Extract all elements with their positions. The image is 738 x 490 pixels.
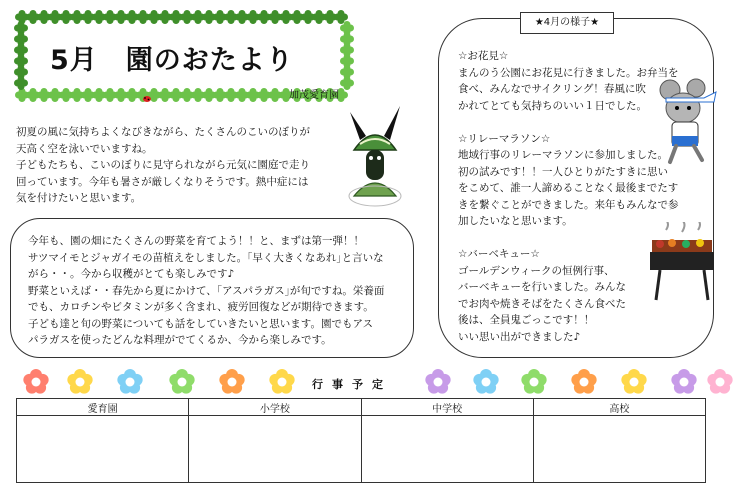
flower-icon	[473, 369, 498, 394]
flower-icon	[67, 369, 92, 394]
vegetables-paragraph	[28, 233, 384, 349]
vegetables-line: がら・・。今から収穫がとても楽しみです♪	[28, 268, 235, 280]
schedule-cell	[361, 416, 533, 483]
bbq-grill-illustration	[646, 222, 718, 302]
relay-line: 初の試みです！！一人ひとりがたすきに思い	[458, 165, 668, 178]
intro-line: 天高く空を泳いでいますね。	[16, 142, 153, 155]
schedule-column-header: 中学校	[361, 399, 533, 416]
vegetables-line: でも、カロチンやビタミンが多く含まれ、疲労回復などが期待できます。	[28, 301, 374, 313]
schedule-column-header: 愛育園	[17, 399, 189, 416]
schedule-cell	[17, 416, 189, 483]
kabuto-mascot-illustration	[340, 92, 410, 210]
schedule-title: 行事予定	[312, 378, 392, 391]
flower-icon	[169, 369, 194, 394]
vegetables-line: サツマイモとジャガイモの苗植えをしました。｢早く大きくなあれ｣と言いな	[28, 251, 384, 264]
schedule-header-row	[17, 399, 706, 416]
hanami-title: ☆お花見☆	[458, 50, 509, 62]
relay-title: ☆リレーマラソン☆	[458, 132, 551, 145]
vegetables-line: パラガスを使ったどんな料理がでてくるか、今から楽しみです。	[28, 334, 332, 346]
schedule-cell	[189, 416, 361, 483]
relay-line: 地域行事のリレーマラソンに参加しました。	[458, 149, 668, 161]
intro-line: 初夏の風に気持ちよくなびきながら、たくさんのこいのぼりが	[16, 126, 310, 138]
intro-line: 回っています。今年も暑さが厳しくなりそうです。熱中症には	[16, 175, 309, 188]
schedule-table	[16, 398, 706, 483]
vegetables-line: 野菜といえば・・春先から夏にかけて、｢アスパラガス｣が旬ですね。栄養面	[28, 284, 385, 297]
flower-icon	[521, 369, 546, 394]
bbq-line: ゴールデンウィークの恒例行事、	[458, 264, 615, 277]
vegetables-line: 子ども達と旬の野菜についても話をしていきたいと思います。園でもアス	[28, 317, 374, 330]
school-name: 加茂愛育園	[289, 90, 339, 101]
mouse-runner-illustration	[652, 76, 722, 166]
bbq-line: 後は、全員鬼ごっこです！！	[458, 314, 595, 326]
bbq-title: ☆バーベキュー☆	[458, 248, 540, 260]
april-heading: ★4月の様子★	[520, 12, 614, 34]
hanami-line: 食べ、みんなでサイクリング！春風に吹	[458, 83, 646, 95]
intro-line: 子どもたちも、こいのぼりに見守られながら元気に園庭で走り	[16, 159, 310, 171]
vegetables-line: 今年も、園の畑にたくさんの野菜を育てよう！！と、まずは第一弾！！	[28, 235, 364, 247]
bbq-line: いい思い出ができました♪	[458, 330, 581, 343]
page-title: 5月 園のおたより	[50, 45, 294, 76]
flower-icon	[269, 369, 294, 394]
clover-icon	[14, 76, 28, 90]
bbq-line: バーベキューを行いました。みんな	[458, 281, 626, 293]
flower-icon	[621, 369, 646, 394]
intro-paragraph	[16, 124, 310, 207]
hanami-line: まんのう公園にお花見に行きました。お弁当を	[458, 66, 679, 79]
flower-icon	[23, 369, 48, 394]
schedule-column-header: 小学校	[189, 399, 361, 416]
flower-icon	[571, 369, 596, 394]
intro-line: 気を付けたいと思います。	[16, 192, 142, 204]
bbq-line: でお肉や焼きそばをたくさん食べた	[458, 297, 626, 310]
hanami-line: かれてとても気持ちのいい１日でした。	[458, 99, 647, 112]
relay-line: をこめて、誰一人諦めることなく最後までたす	[458, 182, 679, 194]
relay-line: きを繋ぐことができました。来年もみんなで参	[458, 198, 679, 211]
relay-line: 加したいなと思います。	[458, 215, 573, 227]
schedule-body-row	[17, 416, 706, 483]
flower-icon	[117, 369, 142, 394]
ladybug-icon	[142, 95, 152, 103]
flower-icon	[219, 369, 244, 394]
schedule-column-header: 高校	[533, 399, 705, 416]
clover-icon	[340, 76, 354, 90]
flower-icon	[707, 369, 732, 394]
schedule-cell	[533, 416, 705, 483]
flower-icon	[425, 369, 450, 394]
flower-icon	[671, 369, 696, 394]
